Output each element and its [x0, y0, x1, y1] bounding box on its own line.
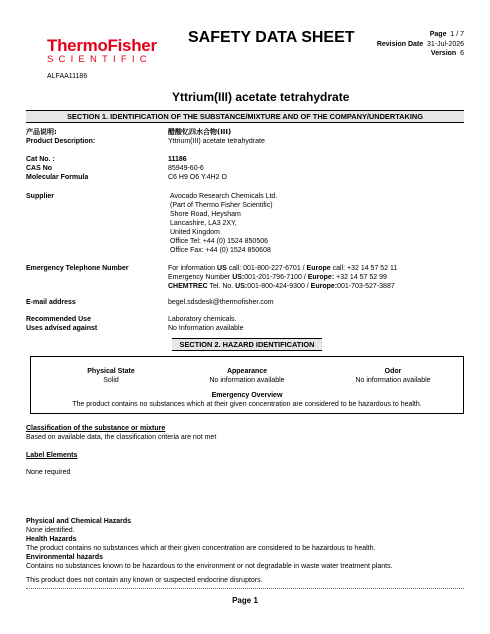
cat-no-label: Cat No. : [26, 156, 55, 163]
supplier-line: (Part of Thermo Fisher Scientific) [170, 202, 273, 209]
odor-value: No information available [355, 377, 431, 384]
page-number: Page 1 [232, 596, 258, 605]
health-hazards-text: The product contains no substances which at their given concentration are considered to be hazardous to health. [26, 545, 376, 552]
cn-product-label: 产品说明: [26, 128, 57, 136]
logo-subtitle: SCIENTIFIC [47, 54, 152, 65]
supplier-line: Lancashire, LA3 2XY, [170, 220, 237, 227]
classification-heading: Classification of the substance or mixture [26, 425, 166, 432]
document-title: SAFETY DATA SHEET [188, 29, 355, 46]
email-value[interactable]: begel.sdsdesk@thermofisher.com [168, 299, 274, 306]
product-title: Yttrium(III) acetate tetrahydrate [172, 90, 350, 104]
formula-label: Molecular Formula [26, 174, 89, 181]
label-elements-heading: Label Elements [26, 452, 78, 459]
cat-no-value: 11186 [168, 156, 187, 163]
uses-advised-against-label: Uses advised against [26, 325, 98, 332]
physical-state-value: Solid [103, 377, 119, 384]
supplier-line: Office Fax: +44 (0) 1524 850608 [170, 247, 271, 254]
document-meta [377, 30, 464, 59]
thermo-fisher-logo: ThermoFisher [47, 36, 157, 55]
supplier-line: Avocado Research Chemicals Ltd. [170, 193, 278, 200]
label-elements-text: None required [26, 469, 71, 476]
supplier-line: Shore Road, Heysham [170, 211, 241, 218]
product-desc-value: Yttrium(III) acetate tetrahydrate [168, 138, 265, 145]
formula-value: C6 H9 O6 Y.4H2 O [168, 174, 227, 181]
hazard-summary-box [30, 356, 464, 414]
endocrine-disruptor-text: This product does not contain any known or suspected endocrine disruptors. [26, 577, 263, 584]
emergency-line-1: For information US call: 001-800-227-6701 / Europe call: +32 14 57 52 11 [168, 265, 398, 272]
emergency-overview-text: The product contains no substances which at their given concentration are considered to be hazardous to health. [72, 401, 422, 408]
environmental-hazards-heading: Environmental hazards [26, 554, 104, 561]
product-desc-label: Product Description: [26, 138, 96, 145]
footer-divider [26, 588, 464, 589]
recommended-use-value: Laboratory chemicals. [168, 316, 237, 323]
version-label: Version [430, 50, 457, 57]
emergency-phone-label: Emergency Telephone Number [26, 265, 129, 272]
section1-heading: SECTION 1. IDENTIFICATION OF THE SUBSTANCE/MIXTURE AND OF THE COMPANY/UNDERTAKING [26, 110, 464, 123]
phys-chem-hazards-text: None identified. [26, 527, 75, 534]
cas-value: 85949-60-6 [168, 165, 204, 172]
appearance-label: Appearance [226, 368, 268, 375]
revision-value: 31-Jul-2026 [427, 40, 464, 48]
catalog-code: ALFAA11186 [47, 73, 88, 80]
supplier-label: Supplier [26, 193, 55, 200]
supplier-line: United Kingdom [170, 229, 220, 236]
environmental-hazards-text: Contains no substances known to be hazardous to the environment or not degradable in waste water treatment plants. [26, 563, 393, 570]
recommended-use-label: Recommended Use [26, 316, 91, 323]
phys-chem-hazards-heading: Physical and Chemical Hazards [26, 518, 132, 525]
page-value: 1 / 7 [450, 31, 464, 38]
section2-heading: SECTION 2. HAZARD IDENTIFICATION [172, 338, 322, 351]
health-hazards-heading: Health Hazards [26, 536, 77, 543]
cas-label: CAS No [26, 165, 53, 172]
version-value: 6 [460, 50, 464, 57]
supplier-line: Office Tel: +44 (0) 1524 850506 [170, 238, 269, 245]
appearance-value: No information available [209, 377, 285, 384]
odor-label: Odor [384, 368, 402, 375]
physical-state-label: Physical State [87, 368, 135, 375]
supplier-address [170, 192, 277, 255]
classification-text: Based on available data, the classification criteria are not met [26, 434, 217, 441]
emergency-phone-values [168, 264, 397, 291]
emergency-overview-label: Emergency Overview [211, 392, 283, 399]
emergency-line-3: CHEMTREC Tel. No. US:001-800-424-9300 / Europe:001-703-527-3887 [168, 283, 395, 290]
uses-advised-against-value: No Information available [168, 325, 244, 332]
revision-label: Revision Date [376, 40, 424, 48]
page-label: Page [429, 31, 447, 38]
cn-product-value: 醋酸钇四水合物(III) [168, 128, 232, 136]
emergency-line-2: Emergency Number US:001-201-796-7100 / Europe: +32 14 57 52 99 [168, 274, 387, 281]
email-label: E-mail address [26, 299, 76, 306]
